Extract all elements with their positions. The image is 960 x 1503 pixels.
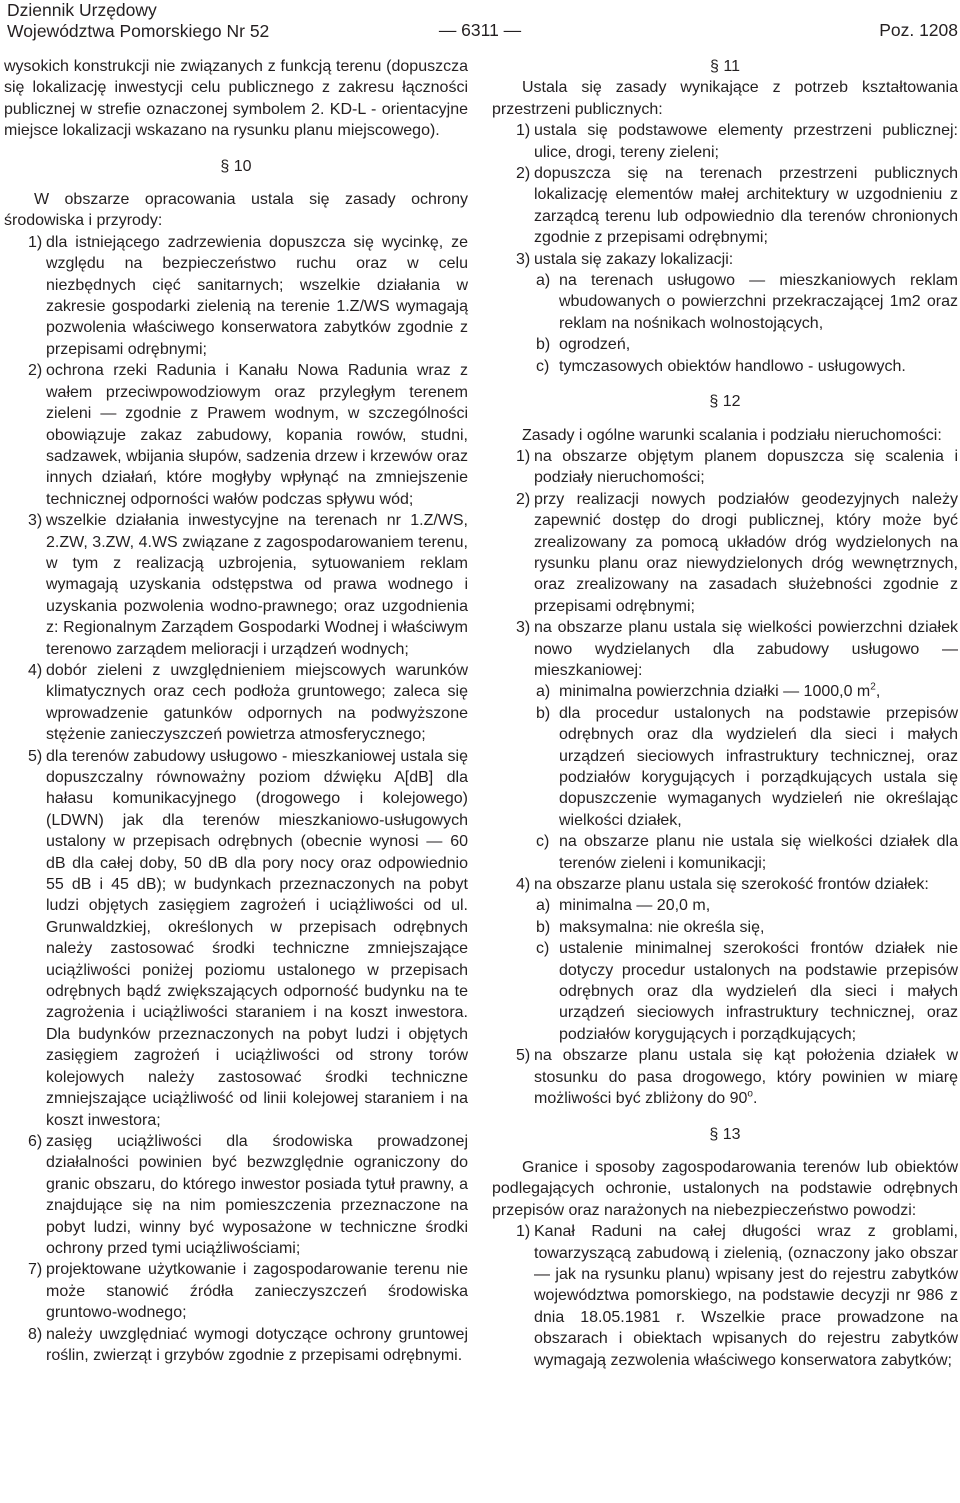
page-number: — 6311 — (438, 20, 522, 40)
list-item (4, 1259, 468, 1323)
item-number: 6) (28, 1132, 43, 1150)
item-text: na obszarze planu ustala się kąt położenia działek w stosunku do pasa drogowego, który powinien w miarę możliwości być zbliżony do 90 (534, 1047, 958, 1108)
item-number: 8) (28, 1325, 43, 1343)
sub-item-text: dla procedur ustalonych na podstawie przepisów odrębnych oraz dla wydzieleń dla sieci i małych urządzeń sieciowych infrastruktury technicznej, oraz podziałów korygujących i porządkujących ustala się dopuszczenie wymaganych wydzieleń nie określając wielkości działek, (559, 704, 958, 829)
sub-item-letter: b) (536, 704, 551, 722)
item-number: 1) (516, 447, 531, 465)
superscript: 2 (870, 682, 876, 694)
item-text: dla terenów zabudowy usługowo - mieszkaniowej ustala się dopuszczalny równoważny poziom dźwięku A[dB] dla hałasu komunikacyjnego (drogowego i kolejowego) (LDWN) jak dla terenów mieszkaniowo-usługowych ustalony w przepisach odrębnych (obecnie wynosi — 60 dB dla całej doby, 50 dB dla pory nocy oraz odpowiednio 55 dB i 45 dB); w budynkach przeznaczonych na pobyt ludzi objętych zasięgiem zagrożeń i uciążliwości od ul. Grunwaldzkiej, określonych w przepisach odrębnych należy zastosować środki techniczne zmniejszające uciążliwości poniżej poziomu ustalonego w przepisach odrębnych bądź zwiększających odporność budynku na te zagrożenia i uciążliwości staraniem i na koszt inwestora. Dla budynków przeznaczonych na pobyt ludzi i objętych zasięgiem zagrożeń i uciążliwości od strony torów kolejowych należy zastosować środki techniczne zmniejszające uciążliwość od linii kolejowej staraniem i na koszt inwestora; (46, 747, 468, 1129)
sub-list-item (492, 681, 958, 702)
item-text: zasięg uciążliwości dla środowiska prowadzonej działalności powinien być bezwzględnie ograniczony do granic obszaru, do którego inwestor posiada tytuł prawny, a znajdujące się na nim pomieszczenia przeznaczone na pobyt ludzi, winny być wyposażone w techniczne środki ochrony przed tymi uciążliwościami; (46, 1132, 468, 1257)
list-item (492, 617, 958, 681)
list-item (492, 1221, 958, 1371)
sub-item-text: tymczasowych obiektów handlowo - usługowych. (559, 357, 906, 375)
sub-item-text: na terenach usługowo — mieszkaniowych reklam wbudowanych o powierzchni przekraczającej 1m2 oraz reklam na nośnikach wolnostojących, (559, 272, 958, 332)
item-number: 5) (28, 747, 43, 765)
item-number: 3) (28, 512, 43, 530)
item-number: 2) (28, 362, 43, 380)
section-11-lead: Ustala się zasady wynikające z potrzeb kształtowania przestrzeni publicznych: (492, 79, 958, 118)
sub-list-item (492, 831, 958, 874)
section-13-heading: § 13 (709, 1125, 741, 1143)
sub-item-text: ustalenie minimalnej szerokości frontów działek nie dotyczy procedur ustalonych na podstawie przepisów odrębnych oraz dla wydzieleń dla sieci i małych urządzeń sieciowych infrastruktury technicznej, oraz podziałów korygujących i porządkujących; (559, 940, 958, 1043)
item-text: na obszarze objętym planem dopuszcza się scalenia i podziały nieruchomości; (534, 447, 958, 487)
item-text: na obszarze planu ustala się szerokość frontów działek: (534, 876, 929, 894)
list-item (492, 489, 958, 617)
journal-region: Województwa Pomorskiego Nr 52 (7, 21, 270, 41)
item-text: dobór zieleni z uwzględnieniem miejscowych warunków klimatycznych oraz cech podłoża gruntowego; zaleca się wprowadzenie gatunków odpornych na podwyższone stężenie zanieczyszczeń powietrza atmosferycznego; (46, 661, 468, 744)
item-text: wszelkie działania inwestycyjne na terenach nr 1.Z/WS, 2.ZW, 3.ZW, 4.WS związane z zagospodarowaniem terenu, w tym z realizacją uzbrojenia, sytuowaniem reklam wymagają uzyskania odstępstwa od prawa wodnego i uzyskania pozwolenia wodno-prawnego; oraz uzgodnienia z: Regionalnym Zarządem Gospodarki Wodnej i właściwym terenowo zarządem melioracji i urządzeń wodnych; (46, 512, 468, 658)
item-text: ustala się podstawowe elementy przestrzeni publicznej: ulice, drogi, tereny zieleni; (534, 122, 958, 161)
item-text: należy uwzględniać wymogi dotyczące ochrony gruntowej roślin, zwierząt i grzybów zgodnie z przepisami odrębnymi. (46, 1325, 468, 1364)
item-text: dopuszcza się na terenach przestrzeni publicznych lokalizację elementów małej architektury w uzgodnieniu z zarządcą terenu lub odpowiednio dla terenów chronionych zgodnie z przepisami odrębnymi; (534, 165, 958, 247)
list-item (4, 232, 468, 360)
item-text: Kanał Raduni na całej długości wraz z groblami, towarzyszącą zabudową i zielenią, (oznaczony jako obszar — jak na rysunku planu) wpisany jest do rejestru zabytków województwa pomorskiego, na podstawie decyzji nr 986 z dnia 18.05.1981 r. Wszelkie prace prowadzone na obszarach i obiektach wpisanych do rejestru zabytków wymagają zezwolenia właściwego konserwatora zabytków; (534, 1223, 958, 1369)
item-text: projektowane użytkowanie i zagospodarowanie terenu nie może stanowić źródła zanieczyszczeń środowiska gruntowo-wodnego; (46, 1261, 468, 1322)
sub-list-item (492, 938, 958, 1045)
section-12-heading: § 12 (709, 393, 741, 411)
sub-list-item (492, 703, 958, 831)
intro-paragraph: wysokich konstrukcji nie związanych z funkcją terenu (dopuszcza się lokalizację inwestycji celu publicznego z zakresu łączności publicznej w strefie oznaczonej symbolem 2. KD-L - orientacyjne miejsce lokalizacji wskazano na rysunku planu miejscowego). (4, 58, 468, 140)
item-text: na obszarze planu ustala się wielkości powierzchni działek nowo wydzielanych dla zabudowy usługowo — mieszkaniowej: (534, 619, 958, 679)
list-item (4, 360, 468, 510)
list-item (492, 120, 958, 163)
item-number: 3) (516, 619, 531, 637)
sub-list-item (492, 270, 958, 334)
item-number: 5) (516, 1047, 531, 1065)
sub-item-letter: c) (536, 357, 550, 375)
section-12-lead: Zasady i ogólne warunki scalania i podziału nieruchomości: (522, 426, 942, 444)
item-number: 7) (28, 1261, 43, 1279)
section-10-heading: § 10 (220, 157, 252, 175)
section-10-lead: W obszarze opracowania ustala się zasady ochrony środowiska i przyrody: (4, 191, 468, 230)
item-number: 3) (516, 250, 531, 268)
position-number: Poz. 1208 (879, 20, 958, 40)
sub-item-text: minimalna powierzchnia działki — 1000,0 m (559, 683, 871, 701)
list-item (4, 746, 468, 1131)
list-item (492, 249, 958, 270)
item-number: 2) (516, 165, 531, 183)
punctuation: . (752, 1090, 758, 1108)
sub-list-item (492, 895, 958, 916)
sub-item-letter: a) (536, 897, 551, 915)
sub-item-letter: c) (536, 940, 550, 958)
list-item (4, 1324, 468, 1367)
sub-item-letter: c) (536, 833, 550, 851)
sub-item-letter: b) (536, 336, 551, 354)
sub-item-letter: a) (536, 683, 551, 701)
list-item (4, 510, 468, 660)
item-number: 4) (516, 876, 531, 894)
list-item (492, 1045, 958, 1109)
section-11-heading: § 11 (710, 58, 740, 75)
punctuation: , (875, 683, 881, 701)
item-number: 4) (28, 661, 43, 679)
list-item (4, 1131, 468, 1259)
sub-list-item (492, 356, 958, 377)
sub-list-item (492, 917, 958, 938)
item-text: ustala się zakazy lokalizacji: (534, 250, 734, 268)
list-item (492, 446, 958, 489)
sub-item-text: na obszarze planu nie ustala się wielkości działek dla terenów zieleni i komunikacji; (559, 833, 958, 872)
item-number: 1) (516, 122, 531, 140)
item-text: ochrona rzeki Radunia i Kanału Nowa Radunia wraz z wałem przeciwpowodziowym oraz przyległym terenem zieleni — zgodnie z Prawem wodnym, w szczególności obowiązuje zakaz zabudowy, kopania rowów, studni, sadzawek, wbijania słupów, sadzenia drzew i krzewów oraz innych działań, które mogłyby wpłynąć na zmniejszenie technicznej odporności wałów podczas spływu wód; (46, 362, 468, 508)
sub-item-text: ogrodzeń, (559, 336, 631, 354)
item-text: przy realizacji nowych podziałów geodezyjnych należy zapewnić dostęp do drogi publicznej, który może być zrealizowany za pomocą układów dróg wydzielonych na rysunku planu oraz niewydzielonych dróg wewnętrznych, oraz zrealizowany na zasadach służebności zgodnie z przepisami odrębnymi; (534, 490, 958, 615)
superscript: o (747, 1088, 753, 1100)
item-number: 1) (28, 233, 43, 251)
journal-title: Dziennik Urzędowy (7, 0, 157, 20)
list-item (492, 874, 958, 895)
list-item (4, 660, 468, 746)
sub-item-letter: a) (536, 272, 551, 290)
left-column (4, 56, 468, 1366)
sub-list-item (492, 334, 958, 355)
list-item (492, 163, 958, 249)
item-number: 2) (516, 490, 531, 508)
right-column (492, 56, 958, 1371)
sub-item-text: minimalna — 20,0 m, (559, 897, 711, 915)
item-number: 1) (516, 1223, 531, 1241)
sub-item-text: maksymalna: nie określa się, (559, 918, 765, 936)
item-text: dla istniejącego zadrzewienia dopuszcza się wycinkę, ze względu na bezpieczeństwo ruchu oraz w celu niezbędnych cięć sanitarnych; wszelkie działania w zakresie gospodarki zielenią na terenie 1.Z/WS wymagają pozwolenia właściwego konserwatora zabytków zgodnie z przepisami odrębnymi; (46, 233, 468, 358)
section-10-list (4, 232, 468, 1367)
sub-item-letter: b) (536, 918, 551, 936)
section-13-lead: Granice i sposoby zagospodarowania terenów lub obiektów podlegających ochronie, ustalonych na podstawie odrębnych przepisów oraz narażonych na niebezpieczeństwo powodzi: (492, 1158, 958, 1219)
